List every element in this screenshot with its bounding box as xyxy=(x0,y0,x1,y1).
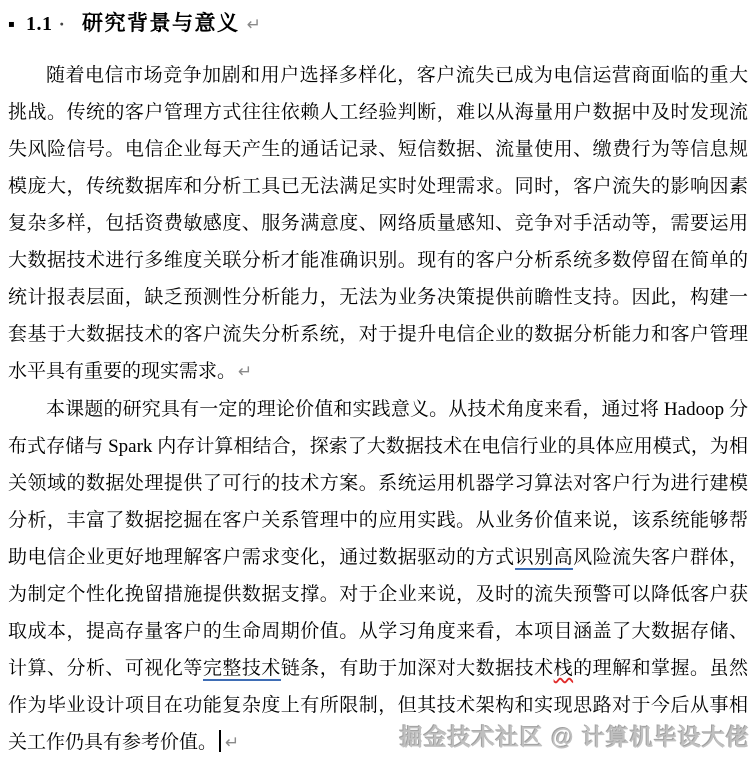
heading-title: 研究背景与意义 xyxy=(82,11,240,35)
text-run: 本课题的研究具有一定的理论价值和实践意义。从技术角度来看，通过将 Hadoop 分布式存储与 Spark 内存计算相结合，探索了大数据技术在电信行业的具体应用模式，为相关领域的数据处理提供了可行的技术方案。系统运用机器学习算法对客户行为进行建模分析，丰富了数据挖掘在客户关系管理中的应用实践。从业务价值来说，该系统能够帮助电信企业更好地理解客户需求变化，通过数据驱动的方式 xyxy=(8,399,748,568)
heading-number: 1.1 xyxy=(26,13,53,35)
grammar-check-underline: 识别高 xyxy=(514,547,574,568)
grammar-check-underline: 完整技术 xyxy=(202,658,281,679)
watermark: 掘金技术社区 @ 计算机毕设大佬 xyxy=(399,724,750,750)
text-run: 风险流失客户群体，为制定个性化挽留措施提供数据支撑。对于企业来说，及时的流失预警可以降低客户获取成本，提高存量客户的生命周期价值。从学习角度来看，本项目涵盖了大数据存储、计算、分析、可视化等 xyxy=(8,547,748,679)
space-format-mark-icon: · xyxy=(58,14,65,34)
text-cursor xyxy=(219,730,221,752)
text-run: 链条，有助于加深对大数据技术 xyxy=(280,658,554,679)
section-heading xyxy=(8,8,748,40)
spell-check-underline: 栈 xyxy=(553,658,574,679)
paragraph-mark-icon: ↵ xyxy=(246,15,262,35)
paragraph-mark-icon: ↵ xyxy=(225,733,240,753)
body-paragraph-2 xyxy=(8,391,748,762)
body-paragraph-1 xyxy=(8,57,748,391)
text-run: 的理解和掌握。虽然作为毕业设计项目在功能复杂度上有所限制，但其技术架构和实现思路对于今后从事相关工作仍具有参考价值。 xyxy=(8,658,748,753)
paragraph-mark-icon: ↵ xyxy=(238,362,253,382)
outline-bullet-icon: ▪ xyxy=(8,19,15,30)
text-run: 随着电信市场竞争加剧和用户选择多样化，客户流失已成为电信运营商面临的重大挑战。传统的客户管理方式往往依赖人工经验判断，难以从海量用户数据中及时发现流失风险信号。电信企业每天产生的通话记录、短信数据、流量使用、缴费行为等信息规模庞大，传统数据库和分析工具已无法满足实时处理需求。同时，客户流失的影响因素复杂多样，包括资费敏感度、服务满意度、网络质量感知、竞争对手活动等，需要运用大数据技术进行多维度关联分析才能准确识别。现有的客户分析系统多数停留在简单的统计报表层面，缺乏预测性分析能力，无法为业务决策提供前瞻性支持。因此，构建一套基于大数据技术的客户流失分析系统，对于提升电信企业的数据分析能力和客户管理水平具有重要的现实需求。 xyxy=(8,65,748,382)
